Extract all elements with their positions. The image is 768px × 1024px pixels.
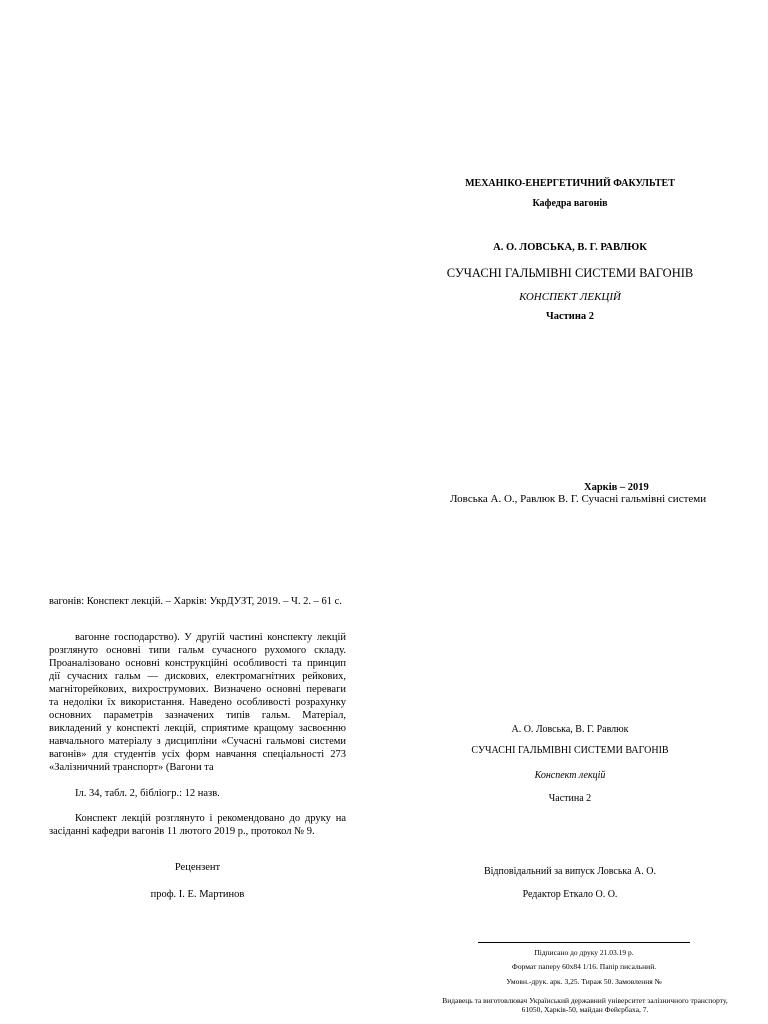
signed-date: Підписано до друку 21.03.19 р. — [534, 948, 634, 957]
imprint-title: СУЧАСНІ ГАЛЬМІВНІ СИСТЕМИ ВАГОНІВ — [471, 745, 669, 756]
imprint-divider — [478, 942, 690, 943]
faculty-name: МЕХАНІКО-ЕНЕРГЕТИЧНИЙ ФАКУЛЬТЕТ — [465, 178, 675, 189]
book-part: Частина 2 — [546, 311, 594, 322]
reviewer-label: Рецензент — [174, 862, 221, 873]
responsible-person: Відповідальний за випуск Ловська А. О. — [483, 866, 656, 877]
book-title: СУЧАСНІ ГАЛЬМІВНІ СИСТЕМИ ВАГОНІВ — [446, 266, 694, 280]
imprint-subtitle: Конспект лекцій — [534, 770, 606, 781]
reviewer-name: проф. І. Е. Мартинов — [150, 889, 245, 900]
book-subtitle: КОНСПЕКТ ЛЕКЦІЙ — [519, 291, 621, 303]
citation-start: Ловська А. О., Равлюк В. Г. Сучасні гальмівні системи — [450, 493, 707, 505]
print-info: Умовн.-друк. арк. 3,25. Тираж 50. Замовлення № — [506, 977, 662, 986]
paper-format: Формат паперу 60х84 1/16. Папір писальний. — [511, 962, 657, 971]
abstract-text: вагонне господарство). У другій частині конспекту лекцій розглянуто основні типи гальм сучасного рухомого складу. Проаналізовано основні конструкційні особливості та принцип дії сучасних гальм — дискових, електромагнітних рейкових, магніторейкових, вихрострумових. Визначено основні переваги та недоліки їх використання. Наведено особливості розрахунку основних параметрів зазначених типів гальм. Матеріал, викладений у конспекті лекцій, сприятиме кращому засвоєнню навчального матеріалу з дисципліни «Сучасні гальмові системи вагонів» для студентів усіх форм навчання спеціальності 273 «Залізничний транспорт» (Вагони та — [49, 632, 346, 773]
citation-end: вагонів: Конспект лекцій. – Харків: УкрДУЗТ, 2019. – Ч. 2. – 61 с. — [49, 596, 342, 607]
approval-text: Конспект лекцій розглянуто і рекомендовано до друку на засіданні кафедри вагонів 11 лютого 2019 р., протокол № 9. — [49, 813, 346, 837]
publisher-info: Видавець та виготовлювач Український державний університет залізничного транспорту, 61050, Харків-50, майдан Фейєрбаха, 7. — [442, 996, 728, 1014]
imprint-authors: А. О. Ловська, В. Г. Равлюк — [511, 724, 629, 735]
department-name: Кафедра вагонів — [532, 198, 608, 209]
city-year: Харків – 2019 — [584, 482, 649, 493]
authors-heading: А. О. ЛОВСЬКА, В. Г. РАВЛЮК — [493, 242, 647, 253]
illustrations-info: Іл. 34, табл. 2, бібліогр.: 12 назв. — [75, 788, 220, 799]
editor-name: Редактор Еткало О. О. — [522, 889, 618, 900]
imprint-part: Частина 2 — [548, 793, 592, 804]
